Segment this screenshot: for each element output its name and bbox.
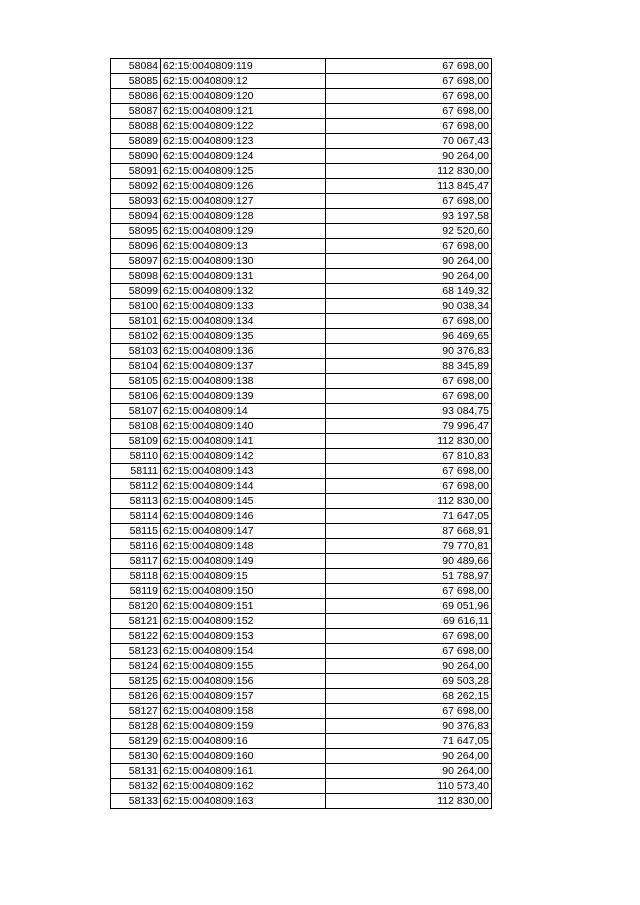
- cadastral-value-cell: 67 698,00: [326, 464, 492, 479]
- row-number-cell: 58108: [111, 419, 161, 434]
- row-number-cell: 58129: [111, 734, 161, 749]
- table-row: [111, 344, 492, 359]
- cadastral-value-cell: 90 264,00: [326, 269, 492, 284]
- cadastral-value-cell: 71 647,05: [326, 734, 492, 749]
- cadastral-number-cell: 62:15:0040809:120: [161, 89, 326, 104]
- cadastral-value-cell: 110 573,40: [326, 779, 492, 794]
- cadastral-number-cell: 62:15:0040809:154: [161, 644, 326, 659]
- cadastral-value-cell: 96 469,65: [326, 329, 492, 344]
- row-number-cell: 58123: [111, 644, 161, 659]
- row-number-cell: 58088: [111, 119, 161, 134]
- cadastral-value-cell: 71 647,05: [326, 509, 492, 524]
- row-number-cell: 58095: [111, 224, 161, 239]
- row-number-cell: 58089: [111, 134, 161, 149]
- row-number-cell: 58114: [111, 509, 161, 524]
- cadastral-value-cell: 113 845,47: [326, 179, 492, 194]
- cadastral-number-cell: 62:15:0040809:136: [161, 344, 326, 359]
- table-row: [111, 764, 492, 779]
- table-row: [111, 554, 492, 569]
- table-row: [111, 584, 492, 599]
- row-number-cell: 58090: [111, 149, 161, 164]
- cadastral-number-cell: 62:15:0040809:145: [161, 494, 326, 509]
- table-row: [111, 389, 492, 404]
- row-number-cell: 58107: [111, 404, 161, 419]
- table-row: [111, 269, 492, 284]
- row-number-cell: 58122: [111, 629, 161, 644]
- table-row: [111, 314, 492, 329]
- table-row: [111, 104, 492, 119]
- cadastral-value-cell: 90 264,00: [326, 254, 492, 269]
- cadastral-value-cell: 67 698,00: [326, 314, 492, 329]
- table-row: [111, 149, 492, 164]
- cadastral-number-cell: 62:15:0040809:143: [161, 464, 326, 479]
- row-number-cell: 58094: [111, 209, 161, 224]
- cadastral-value-cell: 112 830,00: [326, 794, 492, 809]
- cadastral-value-cell: 67 698,00: [326, 644, 492, 659]
- cadastral-number-cell: 62:15:0040809:15: [161, 569, 326, 584]
- cadastral-number-cell: 62:15:0040809:152: [161, 614, 326, 629]
- cadastral-number-cell: 62:15:0040809:122: [161, 119, 326, 134]
- table-row: [111, 134, 492, 149]
- row-number-cell: 58099: [111, 284, 161, 299]
- table-row: [111, 629, 492, 644]
- cadastral-number-cell: 62:15:0040809:153: [161, 629, 326, 644]
- row-number-cell: 58124: [111, 659, 161, 674]
- row-number-cell: 58113: [111, 494, 161, 509]
- table-row: [111, 644, 492, 659]
- table-row: [111, 284, 492, 299]
- row-number-cell: 58105: [111, 374, 161, 389]
- document-page: [110, 58, 491, 809]
- row-number-cell: 58102: [111, 329, 161, 344]
- cadastral-value-cell: 93 197,58: [326, 209, 492, 224]
- cadastral-number-cell: 62:15:0040809:146: [161, 509, 326, 524]
- cadastral-number-cell: 62:15:0040809:130: [161, 254, 326, 269]
- row-number-cell: 58117: [111, 554, 161, 569]
- table-row: [111, 524, 492, 539]
- cadastral-number-cell: 62:15:0040809:128: [161, 209, 326, 224]
- table-row: [111, 359, 492, 374]
- cadastral-value-cell: 90 489,66: [326, 554, 492, 569]
- row-number-cell: 58119: [111, 584, 161, 599]
- cadastral-number-cell: 62:15:0040809:157: [161, 689, 326, 704]
- cadastral-value-cell: 90 376,83: [326, 719, 492, 734]
- table-row: [111, 59, 492, 74]
- cadastral-value-cell: 51 788,97: [326, 569, 492, 584]
- cadastral-value-cell: 69 616,11: [326, 614, 492, 629]
- cadastral-number-cell: 62:15:0040809:133: [161, 299, 326, 314]
- table-row: [111, 494, 492, 509]
- cadastral-number-cell: 62:15:0040809:156: [161, 674, 326, 689]
- row-number-cell: 58109: [111, 434, 161, 449]
- cadastral-number-cell: 62:15:0040809:121: [161, 104, 326, 119]
- row-number-cell: 58091: [111, 164, 161, 179]
- cadastral-value-cell: 112 830,00: [326, 494, 492, 509]
- cadastral-number-cell: 62:15:0040809:129: [161, 224, 326, 239]
- row-number-cell: 58115: [111, 524, 161, 539]
- row-number-cell: 58112: [111, 479, 161, 494]
- table-row: [111, 164, 492, 179]
- cadastral-value-cell: 69 051,96: [326, 599, 492, 614]
- row-number-cell: 58104: [111, 359, 161, 374]
- cadastral-number-cell: 62:15:0040809:142: [161, 449, 326, 464]
- cadastral-number-cell: 62:15:0040809:139: [161, 389, 326, 404]
- cadastral-value-cell: 67 698,00: [326, 74, 492, 89]
- table-row: [111, 299, 492, 314]
- cadastral-number-cell: 62:15:0040809:148: [161, 539, 326, 554]
- table-row: [111, 674, 492, 689]
- row-number-cell: 58086: [111, 89, 161, 104]
- row-number-cell: 58098: [111, 269, 161, 284]
- cadastral-number-cell: 62:15:0040809:149: [161, 554, 326, 569]
- row-number-cell: 58128: [111, 719, 161, 734]
- row-number-cell: 58121: [111, 614, 161, 629]
- cadastral-value-cell: 67 698,00: [326, 629, 492, 644]
- cadastral-number-cell: 62:15:0040809:135: [161, 329, 326, 344]
- row-number-cell: 58085: [111, 74, 161, 89]
- cadastral-value-cell: 67 698,00: [326, 239, 492, 254]
- row-number-cell: 58096: [111, 239, 161, 254]
- cadastral-value-cell: 90 264,00: [326, 149, 492, 164]
- table-row: [111, 659, 492, 674]
- table-body: [111, 59, 492, 809]
- table-row: [111, 194, 492, 209]
- cadastral-number-cell: 62:15:0040809:125: [161, 164, 326, 179]
- cadastral-value-cell: 87 668,91: [326, 524, 492, 539]
- cadastral-number-cell: 62:15:0040809:126: [161, 179, 326, 194]
- cadastral-value-cell: 92 520,60: [326, 224, 492, 239]
- table-row: [111, 734, 492, 749]
- cadastral-value-cell: 68 149,32: [326, 284, 492, 299]
- row-number-cell: 58087: [111, 104, 161, 119]
- row-number-cell: 58111: [111, 464, 161, 479]
- cadastral-number-cell: 62:15:0040809:163: [161, 794, 326, 809]
- cadastral-value-cell: 90 376,83: [326, 344, 492, 359]
- cadastral-value-cell: 68 262,15: [326, 689, 492, 704]
- table-row: [111, 374, 492, 389]
- cadastral-value-cell: 67 698,00: [326, 389, 492, 404]
- cadastral-number-cell: 62:15:0040809:131: [161, 269, 326, 284]
- cadastral-value-cell: 70 067,43: [326, 134, 492, 149]
- cadastral-number-cell: 62:15:0040809:16: [161, 734, 326, 749]
- table-row: [111, 329, 492, 344]
- row-number-cell: 58103: [111, 344, 161, 359]
- table-row: [111, 89, 492, 104]
- cadastral-number-cell: 62:15:0040809:12: [161, 74, 326, 89]
- table-row: [111, 509, 492, 524]
- table-row: [111, 539, 492, 554]
- cadastral-value-cell: 69 503,28: [326, 674, 492, 689]
- table-row: [111, 449, 492, 464]
- row-number-cell: 58116: [111, 539, 161, 554]
- table-row: [111, 779, 492, 794]
- table-row: [111, 119, 492, 134]
- cadastral-number-cell: 62:15:0040809:144: [161, 479, 326, 494]
- table-row: [111, 719, 492, 734]
- cadastral-value-cell: 67 698,00: [326, 104, 492, 119]
- cadastral-value-cell: 93 084,75: [326, 404, 492, 419]
- cadastral-number-cell: 62:15:0040809:151: [161, 599, 326, 614]
- row-number-cell: 58127: [111, 704, 161, 719]
- row-number-cell: 58101: [111, 314, 161, 329]
- table-row: [111, 569, 492, 584]
- table-row: [111, 419, 492, 434]
- cadastral-number-cell: 62:15:0040809:161: [161, 764, 326, 779]
- table-row: [111, 224, 492, 239]
- table-row: [111, 599, 492, 614]
- cadastral-value-cell: 79 770,81: [326, 539, 492, 554]
- cadastral-number-cell: 62:15:0040809:119: [161, 59, 326, 74]
- row-number-cell: 58100: [111, 299, 161, 314]
- table-row: [111, 404, 492, 419]
- cadastral-number-cell: 62:15:0040809:14: [161, 404, 326, 419]
- cadastral-number-cell: 62:15:0040809:159: [161, 719, 326, 734]
- table-row: [111, 254, 492, 269]
- row-number-cell: 58106: [111, 389, 161, 404]
- cadastral-number-cell: 62:15:0040809:162: [161, 779, 326, 794]
- cadastral-value-cell: 67 698,00: [326, 584, 492, 599]
- row-number-cell: 58131: [111, 764, 161, 779]
- table-row: [111, 614, 492, 629]
- row-number-cell: 58092: [111, 179, 161, 194]
- row-number-cell: 58120: [111, 599, 161, 614]
- cadastral-number-cell: 62:15:0040809:138: [161, 374, 326, 389]
- row-number-cell: 58084: [111, 59, 161, 74]
- row-number-cell: 58093: [111, 194, 161, 209]
- cadastral-number-cell: 62:15:0040809:137: [161, 359, 326, 374]
- cadastral-value-cell: 67 698,00: [326, 704, 492, 719]
- table-row: [111, 749, 492, 764]
- row-number-cell: 58118: [111, 569, 161, 584]
- row-number-cell: 58097: [111, 254, 161, 269]
- cadastral-number-cell: 62:15:0040809:160: [161, 749, 326, 764]
- cadastral-value-cell: 88 345,89: [326, 359, 492, 374]
- cadastral-number-cell: 62:15:0040809:132: [161, 284, 326, 299]
- cadastral-value-cell: 67 698,00: [326, 119, 492, 134]
- cadastral-value-cell: 67 698,00: [326, 374, 492, 389]
- row-number-cell: 58110: [111, 449, 161, 464]
- table-row: [111, 704, 492, 719]
- cadastral-value-cell: 112 830,00: [326, 164, 492, 179]
- cadastral-value-cell: 90 264,00: [326, 764, 492, 779]
- table-row: [111, 464, 492, 479]
- cadastral-value-cell: 67 698,00: [326, 194, 492, 209]
- row-number-cell: 58133: [111, 794, 161, 809]
- cadastral-value-cell: 67 698,00: [326, 59, 492, 74]
- cadastral-number-cell: 62:15:0040809:124: [161, 149, 326, 164]
- row-number-cell: 58125: [111, 674, 161, 689]
- cadastral-value-cell: 90 038,34: [326, 299, 492, 314]
- cadastral-value-cell: 67 698,00: [326, 89, 492, 104]
- cadastral-value-cell: 79 996,47: [326, 419, 492, 434]
- table-row: [111, 434, 492, 449]
- cadastral-number-cell: 62:15:0040809:141: [161, 434, 326, 449]
- row-number-cell: 58132: [111, 779, 161, 794]
- table-row: [111, 209, 492, 224]
- cadastral-value-cell: 90 264,00: [326, 749, 492, 764]
- table-row: [111, 689, 492, 704]
- cadastral-number-cell: 62:15:0040809:127: [161, 194, 326, 209]
- table-row: [111, 794, 492, 809]
- table-row: [111, 479, 492, 494]
- cadastral-number-cell: 62:15:0040809:123: [161, 134, 326, 149]
- row-number-cell: 58130: [111, 749, 161, 764]
- table-row: [111, 74, 492, 89]
- cadastral-number-cell: 62:15:0040809:155: [161, 659, 326, 674]
- cadastral-value-cell: 67 810,83: [326, 449, 492, 464]
- cadastral-number-cell: 62:15:0040809:158: [161, 704, 326, 719]
- cadastral-number-cell: 62:15:0040809:140: [161, 419, 326, 434]
- cadastral-number-cell: 62:15:0040809:147: [161, 524, 326, 539]
- row-number-cell: 58126: [111, 689, 161, 704]
- cadastral-value-cell: 90 264,00: [326, 659, 492, 674]
- cadastral-number-cell: 62:15:0040809:150: [161, 584, 326, 599]
- cadastral-value-cell: 112 830,00: [326, 434, 492, 449]
- cadastral-number-cell: 62:15:0040809:13: [161, 239, 326, 254]
- cadastral-value-cell: 67 698,00: [326, 479, 492, 494]
- table-row: [111, 239, 492, 254]
- table-row: [111, 179, 492, 194]
- cadastral-number-cell: 62:15:0040809:134: [161, 314, 326, 329]
- cadastral-value-table: [110, 58, 492, 809]
